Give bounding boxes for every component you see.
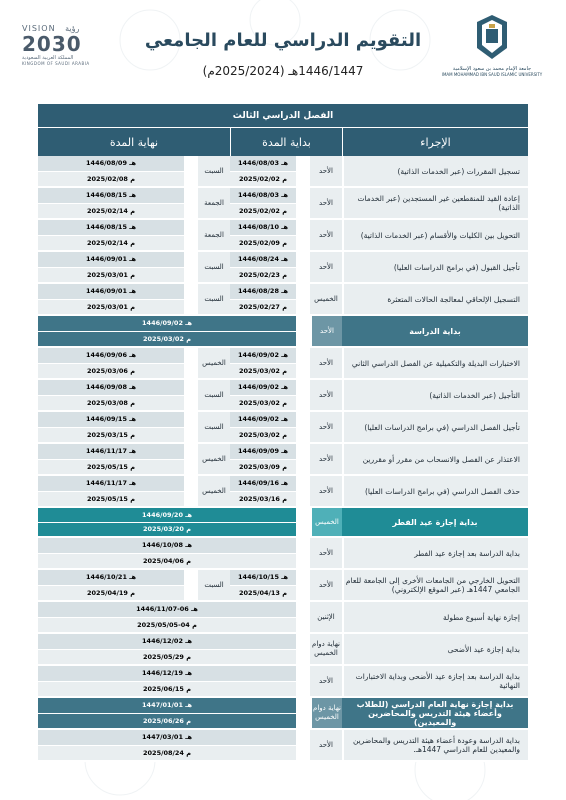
procedure-cell: التأجيل (عبر الخدمات الذاتية) [342, 380, 528, 412]
cell-gap [296, 156, 310, 188]
end-date [38, 412, 184, 444]
cell-gap [296, 380, 310, 412]
hijri-date: 1447/03/01 هـ [38, 730, 296, 746]
end-date [38, 284, 184, 316]
procedure-cell: بداية الدراسة وعودة أعضاء هيئة التدريس والمحاضرين والمعيدين للعام الدراسي 1447هـ. [342, 730, 528, 762]
cell-gap [296, 284, 310, 316]
start-date [230, 188, 296, 220]
cell-gap [184, 476, 198, 508]
hijri-date: 1446/11/17 هـ [38, 444, 184, 460]
event-day: نهاية دوام الخميس [310, 634, 342, 666]
vision-sub-ar: المملكة العربية السعودية [22, 55, 74, 61]
cell-gap [296, 730, 310, 762]
cell-gap [296, 570, 310, 602]
gregorian-date: 2025/05/29 م [38, 650, 296, 665]
milestone-day: الخميس [310, 508, 342, 538]
start-day: الأحد [310, 380, 342, 412]
hijri-date: 1446/08/10 هـ [230, 220, 296, 236]
milestone-day: نهاية دوام الخميس [310, 698, 342, 730]
gregorian-date: 2025/04/13 م [230, 586, 296, 601]
hijri-date: 1446/10/21 هـ [38, 570, 184, 586]
end-day: الخميس [198, 348, 230, 380]
gregorian-date: 2025/02/27 م [230, 300, 296, 315]
start-date [230, 444, 296, 476]
hijri-date: 1446/09/08 هـ [38, 380, 184, 396]
gregorian-date: 2025/05/15 م [38, 492, 184, 507]
procedure-cell: تأجيل الفصل الدراسي (في برامج الدراسات العليا) [342, 412, 528, 444]
gregorian-date: 2025/03/15 م [38, 428, 184, 443]
gregorian-date: 2025/03/02 م [230, 428, 296, 443]
gregorian-date: 2025/03/02 م [230, 396, 296, 411]
vision-2030-logo [22, 24, 112, 84]
event-day: الأحد [310, 538, 342, 570]
vision-en: VISION [22, 24, 56, 33]
cell-gap [184, 284, 198, 316]
start-date [230, 252, 296, 284]
milestone-date [38, 508, 296, 538]
hijri-date: 1446/08/24 هـ [230, 252, 296, 268]
hijri-date: 1446/08/15 هـ [38, 220, 184, 236]
hijri-date: 1446/12/02 هـ [38, 634, 296, 650]
gregorian-date: 2025/04/06 م [38, 554, 296, 569]
procedure-cell: الاعتذار عن الفصل والانسحاب من مقرر أو مقررين [342, 444, 528, 476]
end-day: الجمعة [198, 220, 230, 252]
procedure-cell: تسجيل المقررات (عبر الخدمات الذاتية) [342, 156, 528, 188]
cell-gap [184, 220, 198, 252]
hijri-date: 1446/10/08 هـ [38, 538, 296, 554]
start-date [230, 348, 296, 380]
cell-gap [184, 348, 198, 380]
end-date [38, 252, 184, 284]
milestone-cell: بداية إجازة عيد الفطر [342, 508, 528, 538]
end-day: السبت [198, 380, 230, 412]
start-day: الأحد [310, 412, 342, 444]
cell-gap [296, 476, 310, 508]
start-day: الخميس [310, 284, 342, 316]
gregorian-date: 2025/02/02 م [230, 204, 296, 219]
event-day: الأحد [310, 730, 342, 762]
gregorian-date: 2025/03/02 م [38, 332, 296, 347]
hijri-date: 1446/09/01 هـ [38, 284, 184, 300]
end-day: السبت [198, 252, 230, 284]
end-date [38, 444, 184, 476]
event-date [38, 666, 296, 698]
start-day: الأحد [310, 252, 342, 284]
end-date [38, 476, 184, 508]
gregorian-date: 2025/08/24 م [38, 746, 296, 761]
page-header [0, 0, 566, 100]
gregorian-date: 2025/03/06 م [38, 364, 184, 379]
cell-gap [296, 348, 310, 380]
end-date [38, 570, 184, 602]
cell-gap [296, 666, 310, 698]
procedure-cell: التحويل بين الكليات والأقسام (عبر الخدمات الذاتية) [342, 220, 528, 252]
hijri-date: 1446/09/02 هـ [230, 412, 296, 428]
gregorian-date: 2025/02/14 م [38, 204, 184, 219]
gregorian-date: 2025/03/20 م [38, 523, 296, 537]
hijri-date: 1446/08/15 هـ [38, 188, 184, 204]
gregorian-date: 2025/03/09 م [230, 460, 296, 475]
start-date [230, 284, 296, 316]
start-day: الأحد [310, 348, 342, 380]
procedure-cell: حذف الفصل الدراسي (في برامج الدراسات العليا) [342, 476, 528, 508]
event-date [38, 730, 296, 762]
start-date [230, 156, 296, 188]
procedure-cell: التحويل الخارجي من الجامعات الأخرى إلى الجامعة للعام الجامعي 1447هـ (عبر الموقع الإلكتروني) [342, 570, 528, 602]
cell-gap [184, 156, 198, 188]
vision-ar: رؤية [65, 24, 80, 33]
cell-gap [184, 412, 198, 444]
cell-gap [184, 570, 198, 602]
hijri-date: 1446/08/03 هـ [230, 156, 296, 172]
start-date [230, 570, 296, 602]
start-date [230, 476, 296, 508]
hijri-date: 1446/08/09 هـ [38, 156, 184, 172]
gregorian-date: 2025/03/01 م [38, 268, 184, 283]
end-date [38, 188, 184, 220]
cell-gap [184, 252, 198, 284]
start-day: الأحد [310, 188, 342, 220]
gregorian-date: 2025/06/26 م [38, 714, 296, 729]
cell-gap [296, 698, 310, 730]
university-name-ar: جامعة الإمام محمد بن سعود الإسلامية [452, 66, 532, 72]
gregorian-date: 2025/02/14 م [38, 236, 184, 251]
col-procedure-header: الإجراء [342, 128, 528, 156]
hijri-date: 1446/11/17 هـ [38, 476, 184, 492]
procedure-cell: التسجيل الإلحاقي لمعالجة الحالات المتعثرة [342, 284, 528, 316]
end-day: السبت [198, 156, 230, 188]
cell-gap [184, 380, 198, 412]
cell-gap [296, 538, 310, 570]
end-day: الخميس [198, 444, 230, 476]
hijri-date: 1446/09/02 هـ [230, 348, 296, 364]
end-day: السبت [198, 412, 230, 444]
hijri-date: 1446/09/15 هـ [38, 412, 184, 428]
end-day: الجمعة [198, 188, 230, 220]
milestone-date [38, 316, 296, 348]
end-date [38, 156, 184, 188]
gregorian-date: 2025/02/09 م [230, 236, 296, 251]
hijri-date: 1446/08/03 هـ [230, 188, 296, 204]
gregorian-date: 2025/02/23 م [230, 268, 296, 283]
procedure-cell: بداية إجازة عيد الأضحى [342, 634, 528, 666]
page-subtitle: 1446/1447هـ (2025/2024م) [202, 64, 364, 78]
hijri-date: 1446/09/06 هـ [38, 348, 184, 364]
hijri-date: 1446/09/01 هـ [38, 252, 184, 268]
cell-gap [296, 602, 310, 634]
calendar-table [38, 104, 528, 794]
start-day: الأحد [310, 220, 342, 252]
hijri-date: 1446/09/02 هـ [230, 380, 296, 396]
end-date [38, 220, 184, 252]
milestone-cell: بداية الدراسة [342, 316, 528, 348]
start-date [230, 412, 296, 444]
cell-gap [296, 508, 310, 538]
end-day: السبت [198, 284, 230, 316]
event-day: الأحد [310, 666, 342, 698]
cell-gap [184, 444, 198, 476]
event-day: الإثنين [310, 602, 342, 634]
gregorian-date: 2025/05/15 م [38, 460, 184, 475]
start-date [230, 380, 296, 412]
hijri-date: 1446/09/16 هـ [230, 476, 296, 492]
end-date [38, 380, 184, 412]
gregorian-date: 2025/05/05-04 م [38, 618, 296, 633]
vision-year: 2030 [22, 32, 82, 56]
event-date [38, 538, 296, 570]
milestone-date [38, 698, 296, 730]
gregorian-date: 2025/03/02 م [230, 364, 296, 379]
milestone-cell: بداية إجازة نهاية العام الدراسي (للطلاب وأعضاء هيئة التدريس والمحاضرين والمعيدين) [342, 698, 528, 730]
procedure-cell: تأجيل القبول (في برامج الدراسات العليا) [342, 252, 528, 284]
procedure-cell: إعادة القيد للمنقطعين غير المستجدين (عبر الخدمات الذاتية) [342, 188, 528, 220]
start-day: الأحد [310, 444, 342, 476]
gregorian-date: 2025/04/19 م [38, 586, 184, 601]
page-title: التقويم الدراسي للعام الجامعي [144, 30, 422, 51]
university-name-en: IMAM MOHAMMAD IBN SAUD ISLAMIC UNIVERSITY [441, 72, 543, 77]
cell-gap [184, 188, 198, 220]
cell-gap [296, 634, 310, 666]
milestone-day: الأحد [310, 316, 342, 348]
col-end-header: نهاية المدة [38, 128, 230, 156]
start-date [230, 220, 296, 252]
procedure-cell: بداية الدراسة بعد إجازة عيد الأضحى وبداية الاختبارات النهائية [342, 666, 528, 698]
end-day: الخميس [198, 476, 230, 508]
gregorian-date: 2025/02/02 م [230, 172, 296, 187]
event-date [38, 634, 296, 666]
procedure-cell: إجازة نهاية أسبوع مطولة [342, 602, 528, 634]
cell-gap [296, 252, 310, 284]
vision-sub-en: KINGDOM OF SAUDI ARABIA [22, 61, 90, 66]
start-day: الأحد [310, 570, 342, 602]
gregorian-date: 2025/02/08 م [38, 172, 184, 187]
hijri-date: 1446/12/19 هـ [38, 666, 296, 682]
hijri-date: 1446/09/09 هـ [230, 444, 296, 460]
end-day: السبت [198, 570, 230, 602]
hijri-date: 1447/01/01 هـ [38, 698, 296, 714]
cell-gap [296, 444, 310, 476]
gregorian-date: 2025/03/16 م [230, 492, 296, 507]
hijri-date: 1446/09/02 هـ [38, 316, 296, 332]
gregorian-date: 2025/06/15 م [38, 682, 296, 697]
hijri-date: 1446/10/15 هـ [230, 570, 296, 586]
hijri-date: 1446/08/28 هـ [230, 284, 296, 300]
cell-gap [296, 220, 310, 252]
cell-gap [296, 188, 310, 220]
cell-gap [296, 412, 310, 444]
end-date [38, 348, 184, 380]
procedure-cell: بداية الدراسة بعد إجازة عيد الفطر [342, 538, 528, 570]
event-date [38, 602, 296, 634]
start-day: الأحد [310, 476, 342, 508]
gregorian-date: 2025/03/08 م [38, 396, 184, 411]
start-day: الأحد [310, 156, 342, 188]
hijri-date: 1446/09/20 هـ [38, 508, 296, 523]
gregorian-date: 2025/03/01 م [38, 300, 184, 315]
cell-gap [296, 316, 310, 348]
col-start-header: بداية المدة [230, 128, 342, 156]
procedure-cell: الاختبارات البديلة والتكميلية عن الفصل الدراسي الثاني [342, 348, 528, 380]
section-title: الفصل الدراسي الثالث [38, 104, 528, 128]
hijri-date: 1446/11/07-06 هـ [38, 602, 296, 618]
